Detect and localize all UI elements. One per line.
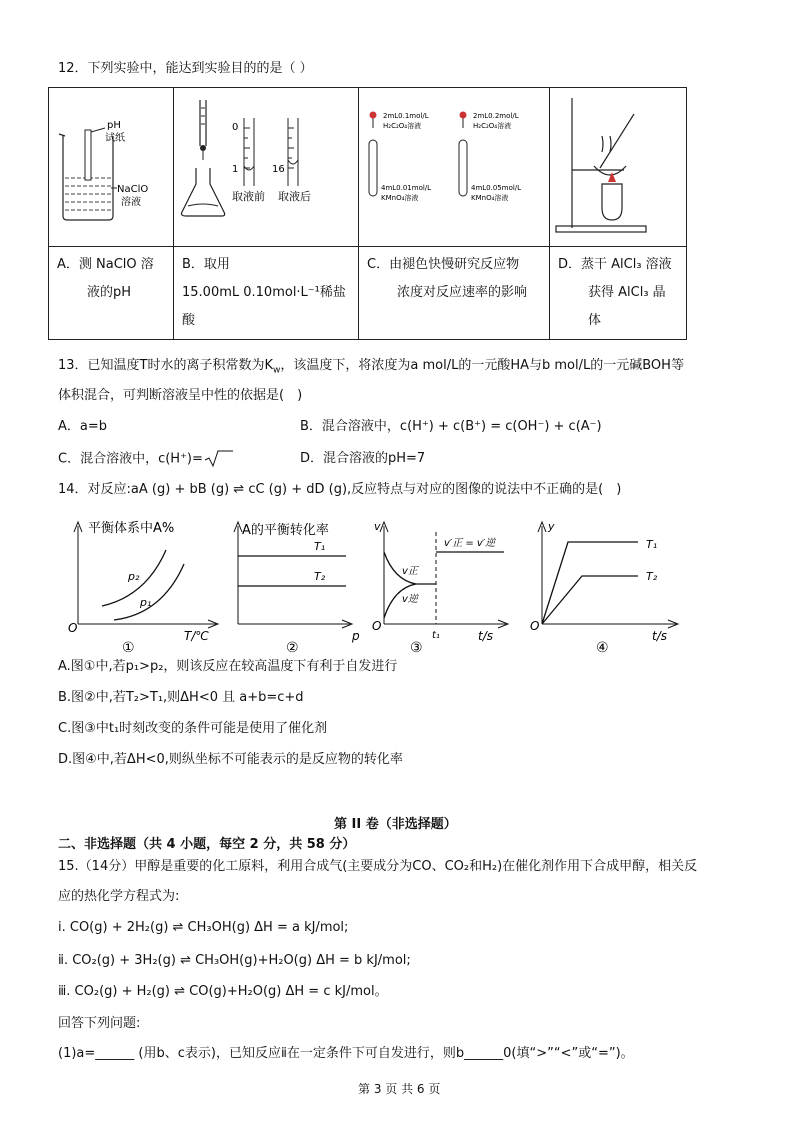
g4-t1: T₁ [646,538,658,551]
q15-eq3: ⅲ. CO₂(g) + H₂(g) ⇌ CO(g)+H₂O(g) ΔH = c kJ/mol。 [58,984,388,999]
part2-title: 第 II 卷（非选择题） [334,817,457,832]
c-bot-left-2: KMnO₄溶液 [381,194,419,202]
c-bot-right-1: 4mL0.05mol/L [471,184,522,192]
q13-option-c-text: C．混合溶液中，c(H⁺)= [58,451,203,467]
page-footer: 第 3 页 共 6 页 [358,1082,441,1096]
option-c-line1: C．由褪色快慢研究反应物 [367,257,520,272]
graph-4 [528,518,688,656]
option-b-line2: 15.00mL 0.10mol·L⁻¹稀盐酸 [182,285,346,328]
g2-t2: T₂ [314,570,326,583]
graph-1 [66,518,236,656]
label-before: 取液前 [232,190,265,203]
g3-v-fwd: v正 [402,566,418,577]
q13-stem-line1 [58,357,684,380]
option-d-line2: 获得 AlCl₃ 晶体 [588,285,666,328]
sqrt-icon [203,450,233,468]
g3-v-rev: v逆 [402,594,418,605]
g4-ylabel: y [548,520,555,533]
option-a-line1: A．测 NaClO 溶 [57,257,154,272]
g1-ylabel: 平衡体系中A% [88,521,175,536]
g3-xlabel: t/s [478,629,493,643]
g3-ylabel: v [374,520,381,533]
g1-p1: p₁ [140,596,152,609]
g2-number: ② [286,640,299,656]
q13-option-d: D．混合溶液的pH=7 [300,451,426,466]
c-top-left-1: 2mL0.1mol/L [383,112,429,120]
q13-stem-b: ，该温度下，将浓度为a mol/L的一元酸HA与b mol/L的一元碱BOH等 [280,358,684,373]
g1-p2: p₂ [128,570,140,583]
experiment-table [48,87,687,340]
q13-stem-line2: 体积混合，可判断溶液呈中性的依据是( ) [58,388,303,403]
label-after: 取液后 [278,190,311,203]
q15-eq1: ⅰ. CO(g) + 2H₂(g) ⇌ CH₃OH(g) ΔH = a kJ/mol; [58,920,349,935]
option-c-line2: 浓度对反应速率的影响 [397,285,528,300]
burette-figure [174,88,358,246]
graph-3 [372,518,522,656]
fig-b-cell [174,88,359,247]
q14-stem: 14．对反应:aA (g) + bB (g) ⇌ cC (g) + dD (g),反应特点与对应的图像的说法中不正确的是( ) [58,482,622,497]
g3-v-eq: v′正 = v′逆 [444,538,496,549]
option-d-cell [550,247,687,340]
q14-option-d: D.图④中,若ΔH<0,则纵坐标不可能表示的是反应物的转化率 [58,752,403,767]
option-c-cell [359,247,550,340]
g4-t2: T₂ [646,570,658,583]
fig-a-cell [49,88,174,247]
q13-stem-a: 13．已知温度T时水的离子积常数为K [58,358,274,373]
option-b-cell [174,247,359,340]
q14-option-a: A.图①中,若p₁>p₂，则该反应在较高温度下有利于自发进行 [58,659,398,674]
g1-xlabel: T/℃ [184,629,209,643]
q15-sub1: (1)a=______ (用b、c表示)，已知反应ⅱ在一定条件下可自发进行，则b______0(填“>”“<”或“=”)。 [58,1046,634,1061]
beaker-ph-figure [49,88,173,246]
c-bot-left-1: 4mL0.01mol/L [381,184,432,192]
g4-xlabel: t/s [652,629,667,643]
g3-t1: t₁ [432,630,440,641]
fig-c-cell [359,88,550,247]
tick-1: 1 [232,164,239,175]
q15-stem-line1: 15.（14分）甲醇是重要的化工原料，利用合成气(主要成分为CO、CO₂和H₂)在催化剂作用下合成甲醇，相关反 [58,859,698,874]
q13-stem-sub: w [273,365,281,376]
q15-stem-line2: 应的热化学方程式为: [58,889,180,904]
g3-number: ③ [410,640,423,656]
g1-origin: O [68,621,78,635]
option-a-line2: 液的pH [87,285,132,300]
part2-section: 二、非选择题（共 4 小题，每空 2 分，共 58 分） [58,837,356,852]
q13-option-a: A．a=b [58,419,108,434]
c-top-right-1: 2mL0.2mol/L [473,112,519,120]
q14-option-c: C.图③中t₁时刻改变的条件可能是使用了催化剂 [58,721,328,736]
g1-number: ① [122,640,135,656]
option-d-line1: D．蒸干 AlCl₃ 溶液 [558,257,672,272]
label-ph: pH [107,120,121,131]
q13-option-c [58,450,233,469]
c-bot-right-2: KMnO₄溶液 [471,194,509,202]
option-b-line1: B．取用 [182,257,230,272]
evaporation-figure [550,88,686,246]
fig-d-cell [550,88,687,247]
c-top-left-2: H₂C₂O₄溶液 [383,122,422,130]
q12-stem: 12．下列实验中，能达到实验目的的是（ ） [58,61,313,76]
q15-answer-prompt: 回答下列问题: [58,1016,141,1031]
tick-0: 0 [232,122,239,133]
g2-xlabel: p [352,629,360,643]
g2-ylabel: A的平衡转化率 [242,523,329,538]
g2-t1: T₁ [314,540,326,553]
c-top-right-2: H₂C₂O₄溶液 [473,122,512,130]
q14-option-b: B.图②中,若T₂>T₁,则ΔH<0 且 a+b=c+d [58,690,304,705]
g4-number: ④ [596,640,609,656]
label-paper: 试纸 [105,133,125,144]
graph-2 [228,518,368,656]
option-a-cell [49,247,174,340]
label-naclo: NaClO [117,184,149,195]
g4-origin: O [530,619,540,633]
test-tubes-figure [359,88,549,246]
q13-option-b: B．混合溶液中，c(H⁺) + c(B⁺) = c(OH⁻) + c(A⁻) [300,419,602,434]
label-solution: 溶液 [121,197,141,208]
q15-eq2: ⅱ. CO₂(g) + 3H₂(g) ⇌ CH₃OH(g)+H₂O(g) ΔH = b kJ/mol; [58,953,411,968]
g3-origin: O [372,619,382,633]
tick-16: 16 [272,164,285,175]
